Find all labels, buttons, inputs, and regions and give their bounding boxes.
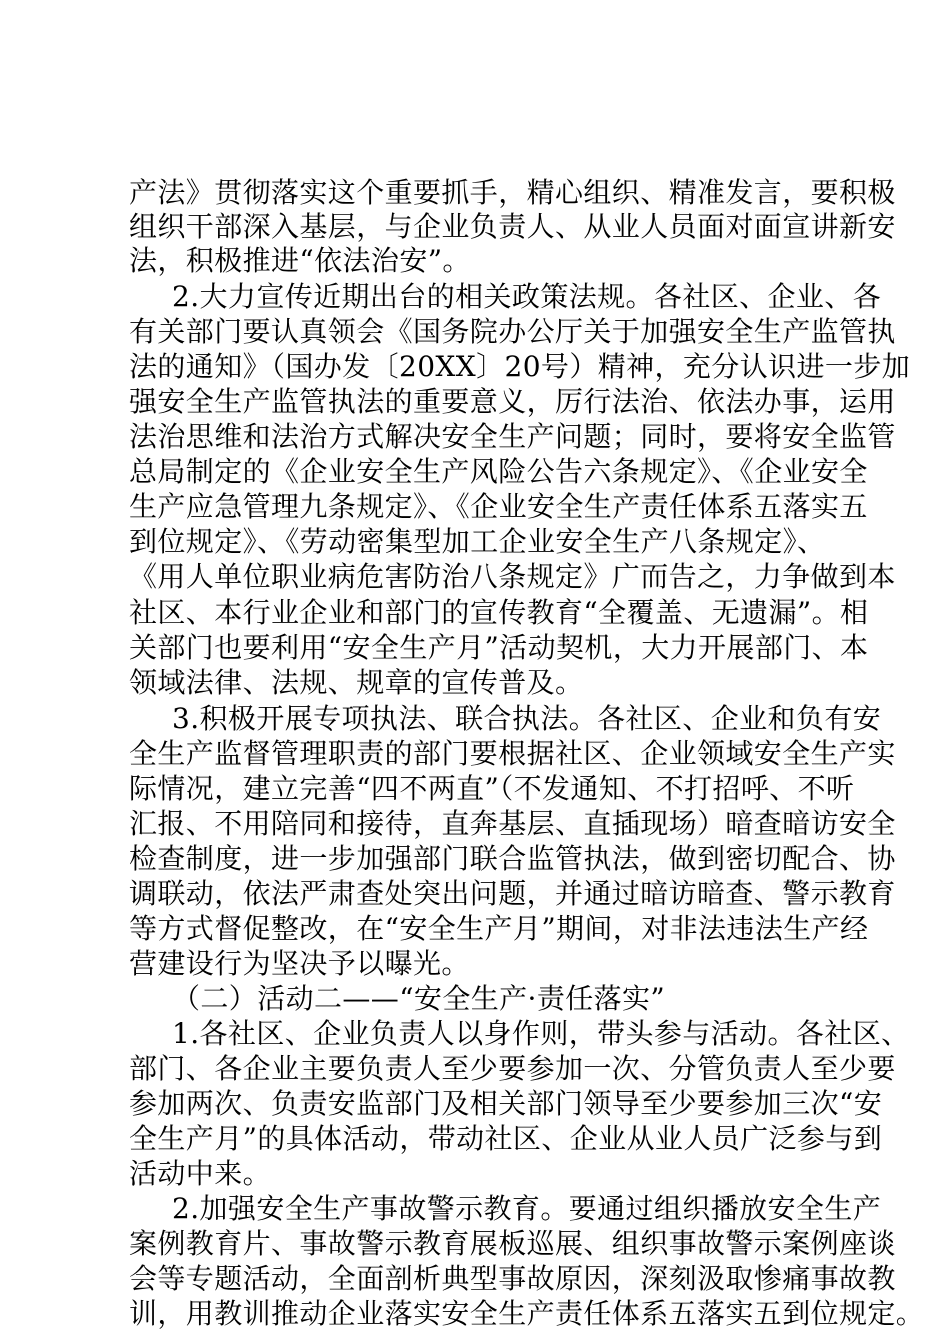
paragraph-start-line: 2.大力宣传近期出台的相关政策法规。各社区、企业、各 (172, 280, 882, 313)
paragraph-start-line: 2.加强安全生产事故警示教育。要通过组织播放安全生产 (172, 1192, 882, 1225)
paragraph-start-line: 3.积极开展专项执法、联合执法。各社区、企业和负有安 (172, 702, 882, 735)
body-text-line: 法，积极推进“依法治安”。 (129, 244, 471, 277)
body-text-line: 际情况，建立完善“四不两直”（不发通知、不打招呼、不听 (129, 772, 855, 805)
body-text-line: 参加两次、负责安监部门及相关部门领导至少要参加三次“安 (129, 1087, 883, 1120)
body-text-line: 组织干部深入基层，与企业负责人、从业人员面对面宣讲新安 (129, 210, 896, 243)
section-heading: （二）活动二——“安全生产·责任落实” (172, 982, 666, 1015)
body-text-line: 全生产月”的具体活动，带动社区、企业从业人员广泛参与到 (129, 1122, 883, 1155)
body-text-line: 汇报、不用陪同和接待，直奔基层、直插现场）暗查暗访安全 (129, 807, 896, 840)
body-text-line: 检查制度，进一步加强部门联合监管执法，做到密切配合、协 (129, 842, 896, 875)
body-text-line: 调联动，依法严肃查处突出问题，并通过暗访暗查、警示教育 (129, 877, 896, 910)
body-text-line: 有关部门要认真领会《国务院办公厅关于加强安全生产监管执 (129, 315, 896, 348)
body-text-line: 到位规定》、《劳动密集型加工企业安全生产八条规定》、 (129, 525, 826, 558)
body-text-line: 社区、本行业企业和部门的宣传教育“全覆盖、无遗漏”。相 (129, 596, 869, 629)
body-text-line: 等方式督促整改，在“安全生产月”期间，对非法违法生产经 (129, 912, 869, 945)
body-text-line: 生产应急管理九条规定》、《企业安全生产责任体系五落实五 (129, 490, 868, 523)
body-text-line: 案例教育片、事故警示教育展板巡展、组织事故警示案例座谈 (129, 1227, 896, 1260)
body-text-line: 营建设行为坚决予以曝光。 (129, 947, 470, 980)
body-text-line: 强安全生产监管执法的重要意义，厉行法治、依法办事，运用 (129, 385, 896, 418)
body-text-line: 关部门也要利用“安全生产月”活动契机，大力开展部门、本 (129, 631, 869, 664)
body-text-line: 部门、各企业主要负责人至少要参加一次、分管负责人至少要 (129, 1052, 896, 1085)
body-text-line: 法的通知》（国办发〔20XX〕20号）精神，充分认识进一步加 (129, 350, 911, 383)
paragraph-start-line: 1.各社区、企业负责人以身作则，带头参与活动。各社区、 (172, 1017, 910, 1050)
body-text-line: 领域法律、法规、规章的宣传普及。 (129, 666, 584, 699)
body-text-line: 产法》贯彻落实这个重要抓手，精心组织、精准发言，要积极 (129, 176, 896, 209)
body-text-line: 法治思维和法治方式解决安全生产问题；同时，要将安全监管 (129, 420, 896, 453)
body-text-line: 全生产监督管理职责的部门要根据社区、企业领域安全生产实 (129, 737, 896, 770)
body-text-line: 总局制定的《企业安全生产风险公告六条规定》、《企业安全 (129, 455, 868, 488)
body-text-line: 《用人单位职业病危害防治八条规定》广而告之，力争做到本 (129, 560, 896, 593)
body-text-line: 活动中来。 (129, 1157, 272, 1190)
body-text-line: 训，用教训推动企业落实安全生产责任体系五落实五到位规定。 (129, 1297, 925, 1330)
body-text-line: 会等专题活动，全面剖析典型事故原因，深刻汲取惨痛事故教 (129, 1262, 896, 1295)
